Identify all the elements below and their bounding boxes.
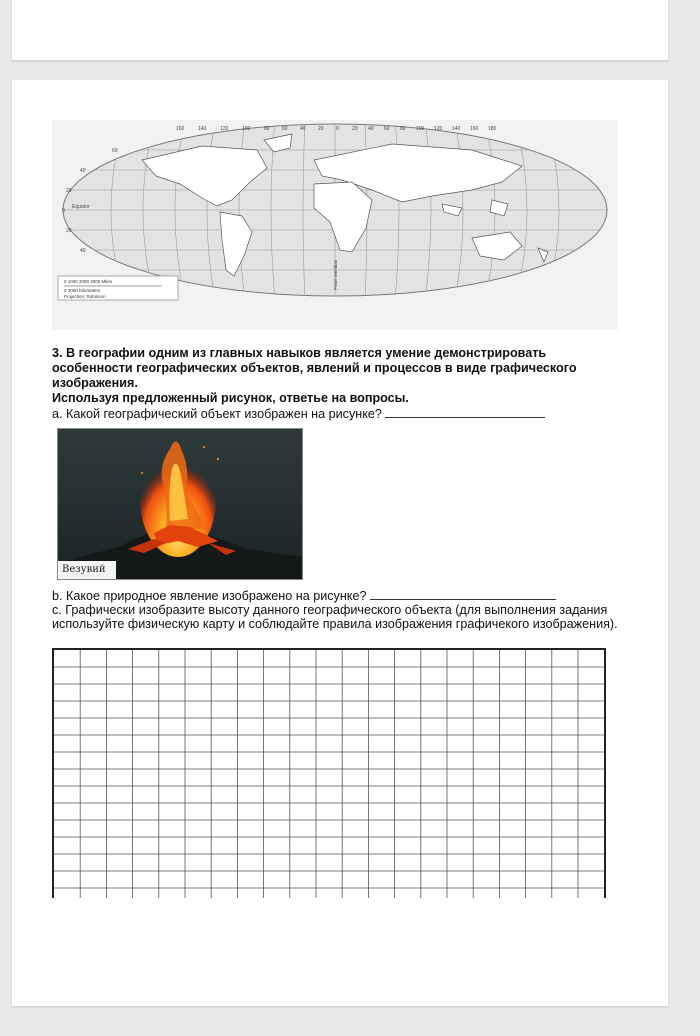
question-3 (52, 346, 622, 422)
answer-a-blank[interactable] (385, 406, 545, 418)
sub-b-marker: b. (52, 589, 63, 603)
svg-text:0 3000 Kilometers: 0 3000 Kilometers (64, 288, 101, 293)
svg-text:80: 80 (264, 126, 270, 132)
sub-question-a (52, 406, 622, 422)
svg-text:20: 20 (352, 126, 358, 132)
svg-text:40: 40 (300, 126, 306, 132)
graph-grid[interactable] (52, 648, 606, 898)
question-3-prompt (52, 346, 622, 391)
svg-text:0 1000 2000 3000 Miles: 0 1000 2000 3000 Miles (64, 279, 113, 284)
svg-text:40: 40 (80, 248, 86, 254)
map-scale-box (58, 276, 178, 300)
svg-text:140: 140 (198, 126, 207, 132)
svg-text:60: 60 (384, 126, 390, 132)
answer-b-blank[interactable] (370, 588, 556, 600)
svg-text:40: 40 (368, 126, 374, 132)
svg-text:120: 120 (434, 126, 443, 132)
svg-text:80: 80 (400, 126, 406, 132)
svg-text:160: 160 (470, 126, 479, 132)
svg-text:60: 60 (112, 148, 118, 154)
svg-text:160: 160 (176, 126, 185, 132)
sub-question-c (52, 603, 622, 631)
svg-text:Projection: Robinson: Projection: Robinson (64, 294, 106, 299)
svg-text:180: 180 (488, 126, 497, 132)
prime-meridian-label: Prime Meridian (333, 259, 338, 290)
sub-questions-b-c (52, 588, 622, 631)
previous-page (12, 0, 668, 60)
svg-text:100: 100 (242, 126, 251, 132)
svg-text:120: 120 (220, 126, 229, 132)
question-number: 3. (52, 346, 63, 360)
svg-text:20: 20 (66, 228, 72, 234)
sub-b-text: Какое природное явление изображено на рисунке? (66, 589, 367, 603)
world-map (52, 120, 618, 330)
worksheet-page (12, 80, 668, 1006)
sub-a-marker: a. (52, 407, 63, 421)
sub-a-text: Какой географический объект изображен на рисунке? (66, 407, 382, 421)
volcano-caption: Везувий (58, 561, 116, 579)
svg-text:60: 60 (282, 126, 288, 132)
svg-text:40: 40 (80, 168, 86, 174)
question-instruction: Используя предложенный рисунок, ответье на вопросы. (52, 391, 409, 405)
svg-text:140: 140 (452, 126, 461, 132)
volcano-image (57, 428, 303, 580)
svg-text:100: 100 (416, 126, 425, 132)
equator-label: Equator (72, 204, 90, 210)
sub-c-text: Графически изобразите высоту данного географического объекта (для выполнения задания используйте физическую карту и соблюдайте правила изображения графичекого изображения). (52, 603, 618, 631)
svg-text:20: 20 (66, 188, 72, 194)
sub-question-b (52, 588, 622, 603)
question-prompt-text: В географии одним из главных навыков является умение демонстрировать особенности географических объектов, явлений и процессов в виде графического изображения. (52, 346, 577, 390)
svg-text:20: 20 (318, 126, 324, 132)
sub-c-marker: c. (52, 603, 62, 617)
svg-text:0: 0 (62, 208, 65, 214)
svg-text:0: 0 (336, 126, 339, 132)
